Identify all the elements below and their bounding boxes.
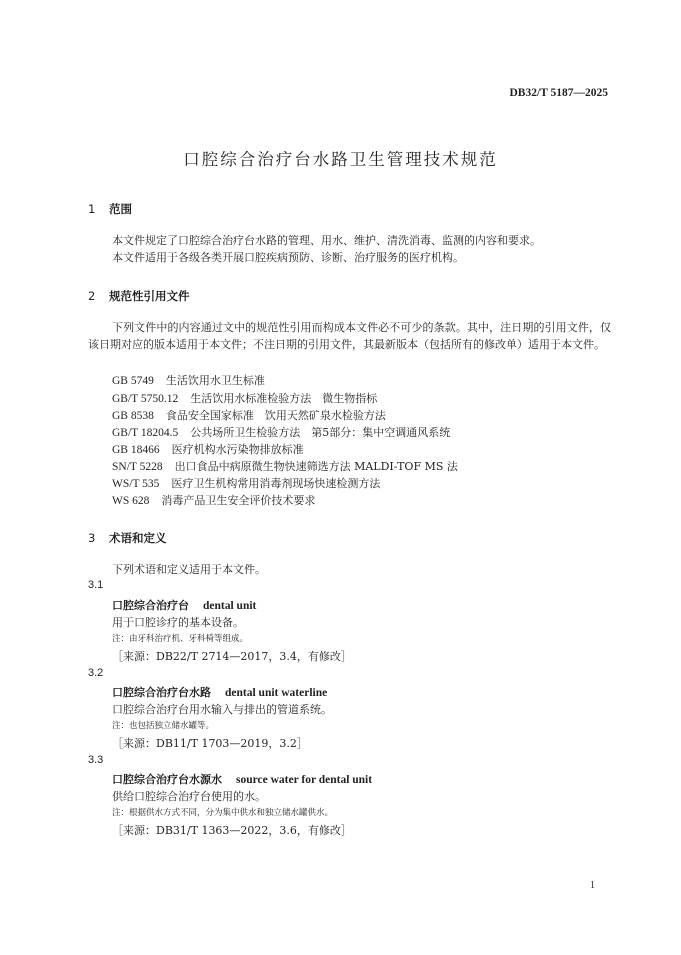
term-en: dental unit waterline [225,687,328,699]
term-source: ［来源：DB11/T 1703—2019，3.2］ [112,737,308,750]
reference-title: 食品安全国家标准 饮用天然矿泉水检验方法 [165,409,386,422]
term-heading [112,684,327,700]
section-number: 2 [88,289,96,303]
reference-code: GB 8538 [112,410,154,422]
term-definition: 口腔综合治疗台用水输入与排出的管道系统。 [112,703,332,716]
reference-code: GB/T 5750.12 [112,393,179,405]
term-en: source water for dental unit [236,774,373,786]
reference-code: WS 628 [112,495,150,507]
section-number: 3 [88,531,96,545]
reference-title: 医疗卫生机构常用消毒剂现场快速检测方法 [171,477,381,490]
reference-title: 出口食品中病原微生物快速筛选方法 MALDI-TOF MS 法 [174,460,458,473]
term-heading [112,597,256,613]
document-code: DB32/T 5187—2025 [509,87,608,99]
reference-title: 消毒产品卫生安全评价技术要求 [161,494,316,507]
term-zh: 口腔综合治疗台水源水 [112,773,222,786]
reference-item [112,441,304,457]
term-note: 注：也包括独立储水罐等。 [112,721,215,731]
term-en: dental unit [203,600,257,612]
reference-code: WS/T 535 [112,478,160,490]
terms-intro: 下列术语和定义适用于本文件。 [112,563,266,576]
term-definition: 供给口腔综合治疗台使用的水。 [112,790,266,803]
reference-item [112,424,450,440]
reference-title: 生活饮用水卫生标准 [165,374,265,387]
section-heading-terms [88,530,167,546]
section-number: 1 [88,202,96,216]
reference-item [112,390,377,406]
term-zh: 口腔综合治疗台 [112,599,189,612]
term-heading [112,771,372,787]
reference-code: SN/T 5228 [112,461,163,473]
scope-paragraph: 本文件规定了口腔综合治疗台水路的管理、用水、维护、清洗消毒、监测的内容和要求。 [112,234,541,247]
references-intro: 下列文件中的内容通过文中的规范性引用而构成本文件必不可少的条款。其中，注日期的引用文件，仅该日期对应的版本适用于本文件；不注日期的引用文件，其最新版本（包括所有的修改单）适用于本文件。 [88,321,611,351]
reference-item [112,475,380,491]
reference-title: 生活饮用水标准检验方法 微生物指标 [190,392,378,405]
term-source: ［来源：DB31/T 1363—2022，3.6，有修改］ [112,824,352,837]
reference-code: GB 18466 [112,444,160,456]
reference-item [112,458,458,474]
reference-item [112,372,265,388]
section-title: 术语和定义 [109,531,167,545]
reference-code: GB/T 18204.5 [112,427,179,439]
term-number: 3.3 [88,754,104,766]
reference-item [112,407,386,423]
reference-code: GB 5749 [112,375,154,387]
term-number: 3.1 [88,579,104,591]
reference-title: 公共场所卫生检验方法 第5部分：集中空调通风系统 [190,426,451,439]
page-title: 口腔综合治疗台水路卫生管理技术规范 [183,150,498,169]
section-heading-normative-references [88,288,190,304]
term-number: 3.2 [88,667,104,679]
scope-paragraph: 本文件适用于各级各类开展口腔疾病预防、诊断、治疗服务的医疗机构。 [112,251,464,264]
section-heading-scope [88,201,132,217]
term-zh: 口腔综合治疗台水路 [112,686,211,699]
term-definition: 用于口腔诊疗的基本设备。 [112,616,244,629]
reference-item [112,492,315,508]
term-source: ［来源：DB22/T 2714—2017，3.4，有修改］ [112,650,352,663]
term-note: 注：根据供水方式不同，分为集中供水和独立储水罐供水。 [112,808,334,818]
reference-title: 医疗机构水污染物排放标准 [171,443,304,456]
term-note: 注：由牙科治疗机、牙科椅等组成。 [112,634,249,644]
page-number: 1 [590,880,595,891]
section-title: 范围 [109,202,132,216]
section-title: 规范性引用文件 [109,289,190,303]
